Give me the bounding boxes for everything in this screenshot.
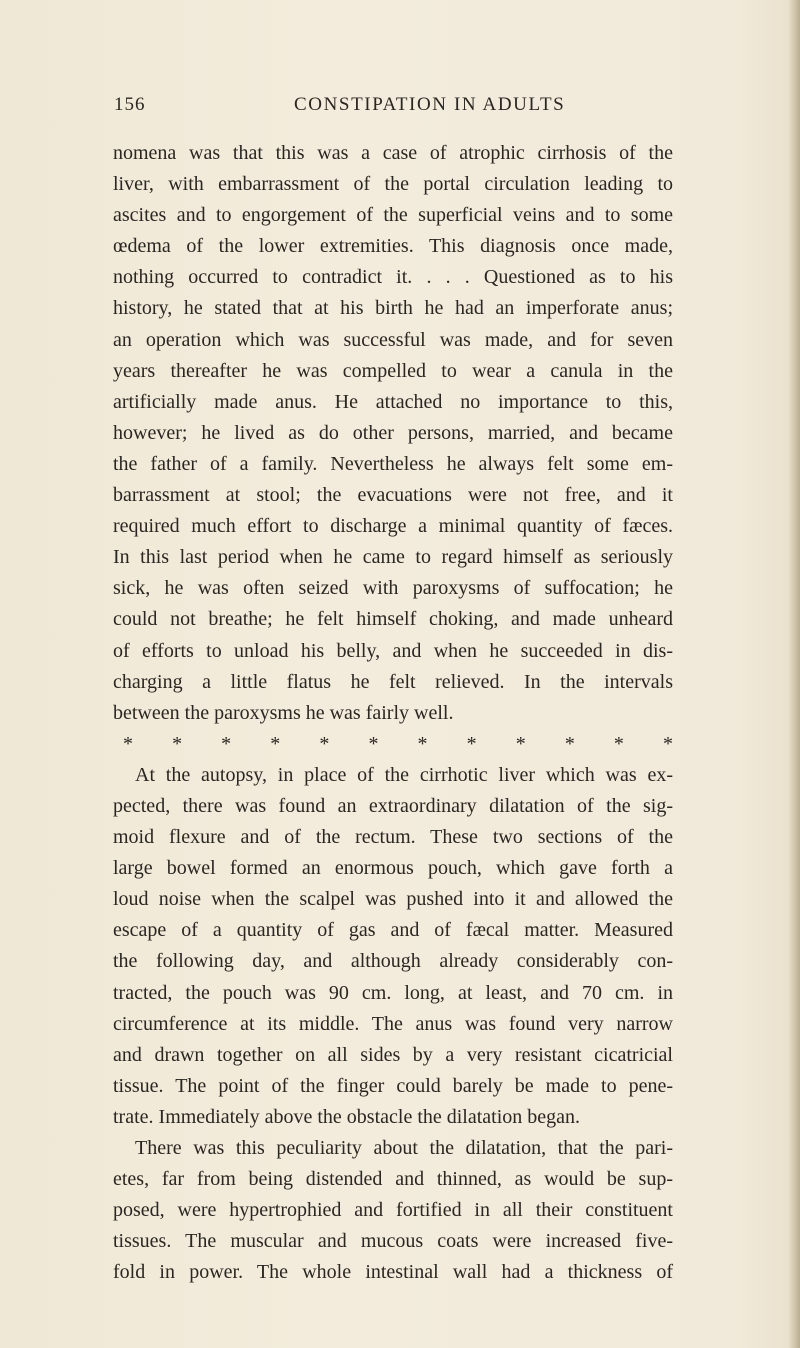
text-line: etes, far from being distended and thinned, as would be sup- [113,1168,673,1191]
text-line: moid flexure and of the rectum. These two sections of the [113,826,673,849]
text-line: œdema of the lower extremities. This diagnosis once made, [113,235,673,258]
text-line: tracted, the pouch was 90 cm. long, at least, and 70 cm. in [113,981,673,1004]
text-line: barrassment at stool; the evacuations were not free, and it [113,484,673,507]
text-line: tissue. The point of the finger could barely be made to pene- [113,1074,673,1097]
text-line: years thereafter he was compelled to wear a canula in the [113,359,673,382]
text-line: loud noise when the scalpel was pushed into it and allowed the [113,888,673,911]
text-line: trate. Immediately above the obstacle the dilatation began. [113,1105,581,1128]
page-number: 156 [114,94,146,115]
text-line: pected, there was found an extraordinary dilatation of the sig- [113,794,673,817]
text-line: history, he stated that at his birth he had an imperforate anus; [113,297,673,320]
text-line: posed, were hypertrophied and fortified in all their constituent [113,1199,673,1222]
text-line: liver, with embarrassment of the portal circulation leading to [113,173,673,196]
section-separator: * * * * * * * * * * * * [123,732,673,755]
text-line: circumference at its middle. The anus was found very narrow [113,1012,673,1035]
text-line: the father of a family. Nevertheless he always felt some em- [113,452,673,475]
text-line: an operation which was successful was made, and for seven [113,328,673,351]
text-line: There was this peculiarity about the dilatation, that the pari- [135,1137,673,1159]
text-line: sick, he was often seized with paroxysms of suffocation; he [113,577,673,600]
text-line: however; he lived as do other persons, married, and became [113,421,673,444]
text-line: At the autopsy, in place of the cirrhotic liver which was ex- [135,763,673,786]
text-line: charging a little flatus he felt relieved. In the intervals [113,670,673,693]
text-line: nomena was that this was a case of atrophic cirrhosis of the [113,142,673,164]
text-line: escape of a quantity of gas and of fæcal matter. Measured [113,919,673,942]
text-line: large bowel formed an enormous pouch, which gave forth a [113,857,673,880]
text-line: required much effort to discharge a minimal quantity of fæces. [113,515,673,538]
page-edge-shadow [788,0,800,1348]
text-line: ascites and to engorgement of the superficial veins and to some [113,204,673,227]
text-line: artificially made anus. He attached no importance to this, [113,390,673,413]
text-line: the following day, and although already considerably con- [113,950,673,973]
text-line: between the paroxysms he was fairly well. [113,701,454,724]
text-line: of efforts to unload his belly, and when he succeeded in dis- [113,639,673,662]
text-line: could not breathe; he felt himself choking, and made unheard [113,608,673,631]
text-line: tissues. The muscular and mucous coats were increased five- [113,1230,673,1253]
text-line: and drawn together on all sides by a very resistant cicatricial [113,1043,673,1066]
text-line: fold in power. The whole intestinal wall had a thickness of [113,1261,673,1284]
text-line: nothing occurred to contradict it. . . . Questioned as to his [113,266,673,289]
text-line: In this last period when he came to regard himself as seriously [113,546,673,569]
page-header [114,94,704,122]
body-text [113,138,673,1288]
running-head: CONSTIPATION IN ADULTS [294,94,566,115]
